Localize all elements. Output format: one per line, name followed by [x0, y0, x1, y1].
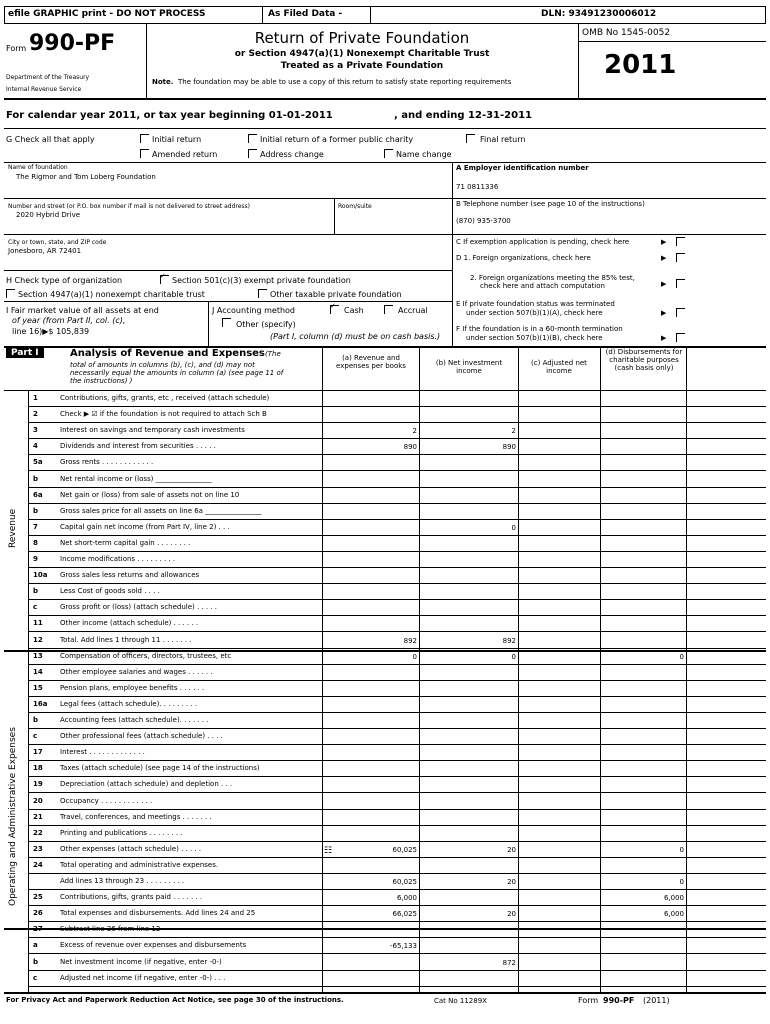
- check-e-label-2: under section 507(b)(1)(A), check here: [466, 309, 603, 317]
- fmv-line-1: I Fair market value of all assets at end: [6, 306, 159, 315]
- accrual-label: Accrual: [398, 306, 428, 315]
- amount-cell-a: 2: [412, 427, 417, 435]
- calendar-year-line: For calendar year 2011, or tax year beginning 01-01-2011: [6, 110, 333, 121]
- row-label: Contributions, gifts, grants paid . . . . . . .: [60, 893, 203, 901]
- street-label: Number and street (or P.O. box number if mail is not delivered to street address): [8, 203, 251, 210]
- address-change-label: Address change: [260, 150, 324, 159]
- col-d-header: (d) Disbursements for charitable purposes (cash basis only): [605, 348, 683, 372]
- row-number: 8: [33, 539, 38, 547]
- amount-cell-b: 20: [507, 878, 516, 886]
- org-type-label: H Check type of organization: [6, 276, 123, 285]
- row-number: 22: [33, 829, 43, 837]
- amount-cell-b: 2: [511, 427, 516, 435]
- phone-value: (870) 935-3700: [456, 217, 511, 225]
- fmv-line-3: line 16)▶$ 105,839: [12, 327, 90, 336]
- foundation-name: The Rigmor and Tom Loberg Foundation: [16, 173, 156, 181]
- org-other-checkbox[interactable]: [258, 289, 267, 298]
- room-label: Room/suite: [338, 203, 372, 210]
- privacy-notice: For Privacy Act and Paperwork Reduction Act Notice, see page 30 of the instructions.: [6, 996, 344, 1004]
- row-label: Gross rents . . . . . . . . . . . .: [60, 458, 154, 466]
- row-label: Depreciation (attach schedule) and depletion . . .: [60, 780, 233, 788]
- amount-cell-a: 60,025: [392, 878, 417, 886]
- check-d1-box[interactable]: [676, 253, 685, 262]
- amount-cell-b: 872: [502, 959, 516, 967]
- row-label: Net gain or (loss) from sale of assets not on line 10: [60, 491, 240, 499]
- row-number: 26: [33, 909, 43, 917]
- row-number: b: [33, 507, 39, 515]
- col-c-header: (c) Adjusted net income: [531, 359, 587, 375]
- check-e-box[interactable]: [676, 308, 685, 317]
- row-number: 9: [33, 555, 38, 563]
- row-label: Accounting fees (attach schedule). . . . . . .: [60, 716, 209, 724]
- row-number: 6a: [33, 491, 43, 499]
- row-number: 1: [33, 394, 38, 402]
- arrow-icon: ▶: [661, 309, 667, 317]
- check-c-box[interactable]: [676, 237, 685, 246]
- row-number: c: [33, 603, 38, 611]
- row-label: Net rental income or (loss) ________________: [60, 475, 212, 483]
- part1-desc-2: necessarily equal the amounts in column (a) (see page 11 of: [70, 369, 284, 377]
- note-label: Note.: [152, 78, 174, 86]
- amount-cell-b: 20: [507, 910, 516, 918]
- row-label: Travel, conferences, and meetings . . . . . . .: [60, 813, 212, 821]
- amount-cell-b: 892: [502, 637, 516, 645]
- side-label-revenue: Revenue: [8, 508, 18, 548]
- name-change-label: Name change: [396, 150, 452, 159]
- row-label: Total expenses and disbursements. Add lines 24 and 25: [60, 909, 256, 917]
- row-label: Pension plans, employee benefits . . . . . .: [60, 684, 205, 692]
- part1-desc-3: the instructions) ): [70, 377, 133, 385]
- check-d2-label-2: check here and attach computation: [480, 282, 605, 290]
- org-4947-checkbox[interactable]: [6, 289, 15, 298]
- cash-basis-note: (Part I, column (d) must be on cash basis.): [270, 332, 441, 341]
- amended-return-label: Amended return: [152, 150, 218, 159]
- row-label: Excess of revenue over expenses and disbursements: [60, 941, 247, 949]
- row-label: Dividends and interest from securities . . . . .: [60, 442, 216, 450]
- calendar-ending: , and ending 12-31-2011: [394, 110, 532, 121]
- address-change-checkbox[interactable]: [248, 149, 257, 158]
- cash-label: Cash: [344, 306, 364, 315]
- row-label: Interest . . . . . . . . . . . . .: [60, 748, 145, 756]
- row-number: 3: [33, 426, 38, 434]
- amount-cell-a: 892: [403, 637, 417, 645]
- row-number: 16a: [33, 700, 48, 708]
- city-label: City or town, state, and ZIP code: [8, 239, 107, 246]
- amount-cell-b: 20: [507, 846, 516, 854]
- row-number: 23: [33, 845, 43, 853]
- row-label: Legal fees (attach schedule). . . . . . . . .: [60, 700, 198, 708]
- row-label: Other employee salaries and wages . . . . . .: [60, 668, 213, 676]
- org-501c3-checkmark: ✓: [160, 272, 166, 280]
- row-label: Add lines 13 through 23 . . . . . . . . .: [60, 877, 185, 885]
- attachment-icon[interactable]: ☷: [324, 846, 333, 856]
- city-value: Jonesboro, AR 72401: [8, 247, 82, 255]
- row-number: c: [33, 732, 38, 740]
- form-ref-prefix: Form: [578, 996, 599, 1005]
- row-label: Total operating and administrative expenses.: [60, 861, 219, 869]
- cash-checkmark: ✓: [330, 302, 336, 310]
- row-number: 25: [33, 893, 43, 901]
- check-g-label: G Check all that apply: [6, 135, 95, 144]
- row-label: Other professional fees (attach schedule) . . . .: [60, 732, 223, 740]
- final-return-checkbox[interactable]: [466, 134, 475, 143]
- amount-cell-a: 0: [412, 653, 417, 661]
- amount-cell-a: 66,025: [392, 910, 417, 918]
- row-number: 7: [33, 523, 38, 531]
- col-b-header: (b) Net investment income: [435, 359, 503, 375]
- initial-former-label: Initial return of a former public charity: [260, 135, 414, 144]
- check-d2-box[interactable]: [676, 279, 685, 288]
- amount-cell-d: 6,000: [663, 910, 684, 918]
- row-number: 21: [33, 813, 43, 821]
- initial-former-checkbox[interactable]: [248, 134, 257, 143]
- form-number: 990-PF: [29, 31, 116, 56]
- org-501c3-label: Section 501(c)(3) exempt private foundation: [172, 276, 351, 285]
- row-number: 10a: [33, 571, 48, 579]
- row-label: Gross sales less returns and allowances: [60, 571, 200, 579]
- part1-title-note: (The: [265, 350, 281, 358]
- row-label: Gross sales price for all assets on line 6a ________________: [60, 507, 262, 515]
- accounting-method-label: J Accounting method: [212, 306, 296, 315]
- org-other-label: Other taxable private foundation: [270, 290, 402, 299]
- form-subtitle-1: or Section 4947(a)(1) Nonexempt Charitable Trust: [234, 49, 490, 59]
- note-text: The foundation may be able to use a copy of this return to satisfy state reporting requirements: [178, 78, 512, 86]
- name-change-checkbox[interactable]: [384, 149, 393, 158]
- row-number: a: [33, 941, 38, 949]
- omb-number: OMB No 1545-0052: [582, 28, 671, 38]
- row-number: 12: [33, 636, 43, 644]
- form-subtitle-2: Treated as a Private Foundation: [280, 61, 444, 71]
- check-f-label-2: under section 507(b)(1)(B), check here: [466, 334, 603, 342]
- row-number: b: [33, 475, 39, 483]
- row-label: Interest on savings and temporary cash investments: [60, 426, 245, 434]
- check-d2-label-1: 2. Foreign organizations meeting the 85% test,: [470, 274, 635, 282]
- row-label: Less Cost of goods sold . . . .: [60, 587, 160, 595]
- row-number: 15: [33, 684, 43, 692]
- amount-cell-d: 0: [679, 878, 684, 886]
- col-a-header: (a) Revenue and expenses per books: [336, 354, 406, 370]
- phone-label: B Telephone number (see page 10 of the instructions): [456, 200, 645, 208]
- row-number: 14: [33, 668, 43, 676]
- row-label: Income modifications . . . . . . . . .: [60, 555, 176, 563]
- tax-year: 2011: [604, 50, 677, 80]
- dln: DLN: 93491230006012: [541, 9, 657, 19]
- org-4947-label: Section 4947(a)(1) nonexempt charitable trust: [18, 290, 205, 299]
- arrow-icon: ▶: [661, 280, 667, 288]
- form-ref-year: (2011): [643, 996, 670, 1005]
- row-number: 19: [33, 780, 43, 788]
- part1-desc-1: total of amounts in columns (b), (c), and (d) may not: [70, 361, 255, 369]
- row-number: b: [33, 958, 39, 966]
- row-label: Other expenses (attach schedule) . . . . .: [60, 845, 202, 853]
- initial-return-label: Initial return: [152, 135, 202, 144]
- row-number: 24: [33, 861, 43, 869]
- amount-cell-d: 0: [679, 653, 684, 661]
- row-label: Gross profit or (loss) (attach schedule) . . . . .: [60, 603, 218, 611]
- row-label: Net short-term capital gain . . . . . . . .: [60, 539, 191, 547]
- initial-return-checkbox[interactable]: [140, 134, 149, 143]
- amount-cell-b: 0: [511, 653, 516, 661]
- form-ref-number: 990-PF: [603, 996, 635, 1005]
- check-d1-label: D 1. Foreign organizations, check here: [456, 254, 591, 262]
- side-label-expenses: Operating and Administrative Expenses: [8, 727, 18, 906]
- final-return-label: Final return: [480, 135, 526, 144]
- amount-cell-b: 0: [511, 524, 516, 532]
- row-label: Taxes (attach schedule) (see page 14 of the instructions): [60, 764, 260, 772]
- amount-cell-a: 6,000: [396, 894, 417, 902]
- part1-tag: Part I: [6, 348, 44, 358]
- amount-cell-a: -65,133: [389, 942, 417, 950]
- amount-cell-d: 6,000: [663, 894, 684, 902]
- amount-cell-d: 0: [679, 846, 684, 854]
- row-number: 4: [33, 442, 38, 450]
- other-method-checkbox[interactable]: [222, 318, 231, 327]
- fmv-line-2: of year (from Part II, col. (c),: [12, 316, 126, 325]
- part1-title: Analysis of Revenue and Expenses: [70, 348, 265, 359]
- row-number: 13: [33, 652, 43, 660]
- row-number: 27: [33, 925, 43, 933]
- row-number: 2: [33, 410, 38, 418]
- arrow-icon: ▶: [661, 334, 667, 342]
- row-label: Capital gain net income (from Part IV, line 2) . . .: [60, 523, 230, 531]
- accrual-checkbox[interactable]: [384, 305, 393, 314]
- check-e-label-1: E If private foundation status was terminated: [456, 300, 615, 308]
- dept-line2: Internal Revenue Service: [6, 86, 82, 93]
- cat-number: Cat No 11289X: [434, 997, 487, 1005]
- check-c-label: C If exemption application is pending, check here: [456, 238, 630, 246]
- row-label: Contributions, gifts, grants, etc , received (attach schedule): [60, 394, 270, 402]
- amount-cell-b: 890: [502, 443, 516, 451]
- row-number: b: [33, 587, 39, 595]
- row-number: 18: [33, 764, 43, 772]
- row-number: c: [33, 974, 38, 982]
- row-number: 17: [33, 748, 43, 756]
- row-label: Printing and publications . . . . . . . .: [60, 829, 183, 837]
- row-number: 11: [33, 619, 43, 627]
- ein-value: 71 0811336: [456, 183, 499, 191]
- name-label: Name of foundation: [8, 164, 68, 171]
- row-label: Other income (attach schedule) . . . . . .: [60, 619, 199, 627]
- row-label: Net investment income (if negative, enter -0-): [60, 958, 222, 966]
- row-label: Compensation of officers, directors, trustees, etc: [60, 652, 232, 660]
- efile-label: efile GRAPHIC print - DO NOT PROCESS: [8, 9, 206, 19]
- row-label: Occupancy . . . . . . . . . . . .: [60, 797, 153, 805]
- amended-return-checkbox[interactable]: [140, 149, 149, 158]
- form-prefix: Form: [6, 44, 27, 53]
- check-f-label-1: F If the foundation is in a 60-month termination: [456, 325, 623, 333]
- ein-label: A Employer identification number: [456, 164, 589, 172]
- form-title: Return of Private Foundation: [254, 29, 470, 47]
- row-number: 5a: [33, 458, 43, 466]
- arrow-icon: ▶: [661, 254, 667, 262]
- other-method-label: Other (specify): [236, 320, 296, 329]
- amount-cell-a: 890: [403, 443, 417, 451]
- row-label: Subtract line 26 from line 12: [60, 925, 161, 933]
- row-label: Check ▶ ☑ if the foundation is not required to attach Sch B: [60, 410, 267, 418]
- as-filed-label: As Filed Data -: [268, 9, 343, 19]
- arrow-icon: ▶: [661, 238, 667, 246]
- amount-cell-a: 60,025: [392, 846, 417, 854]
- street-value: 2020 Hybrid Drive: [16, 211, 81, 219]
- row-label: Adjusted net income (if negative, enter -0-) . . .: [60, 974, 226, 982]
- check-f-box[interactable]: [676, 333, 685, 342]
- row-number: 20: [33, 797, 43, 805]
- row-number: b: [33, 716, 39, 724]
- row-label: Total. Add lines 1 through 11 . . . . . . .: [60, 636, 192, 644]
- dept-line1: Department of the Treasury: [6, 74, 90, 81]
